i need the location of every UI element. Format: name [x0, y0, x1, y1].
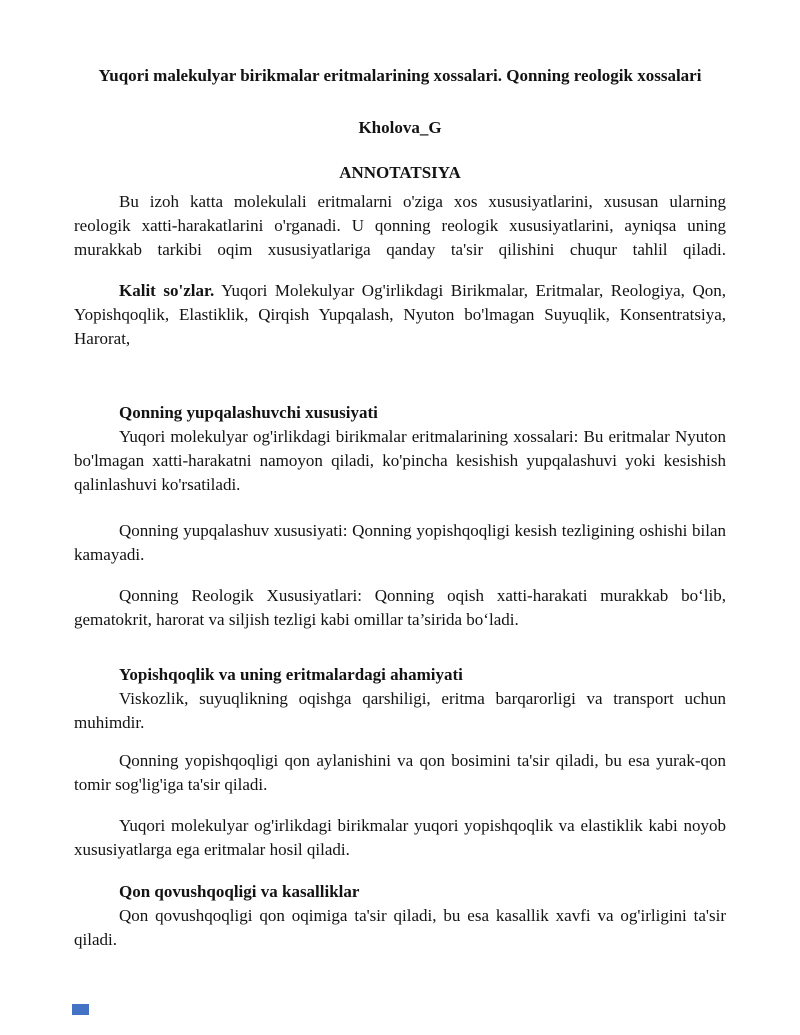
keywords-text: Yuqori Molekulyar Og'irlikdagi Birikmalar, Eritmalar, Reologiya, Qon, Yopishqoqlik, Elastiklik, Qirqish Yupqalash, Nyuton bo'lmagan Suyuqlik, Konsentratsiya, Harorat, [74, 281, 726, 348]
keywords-paragraph [74, 279, 726, 351]
paragraph: Yuqori molekulyar og'irlikdagi birikmalar yuqori yopishqoqlik va elastiklik kabi noyob xususiyatlarga ega eritmalar hosil qiladi. [74, 816, 726, 859]
document-title: Yuqori malekulyar birikmalar eritmalarining xossalari. Qonning reologik xossalari [98, 66, 702, 85]
section-heading: Qon qovushqoqligi va kasalliklar [119, 882, 360, 901]
paragraph: Yuqori molekulyar og'irlikdagi birikmalar eritmalarining xossalari: Bu eritmalar Nyuton bo'lmagan xatti-harakatni namoyon qiladi, ko'pincha kesishish yupqalashuvi yoki kesishish qalinlashuvi ko'rsatiladi. [74, 427, 726, 494]
section-thinning [74, 401, 726, 632]
section-diseases [74, 880, 726, 952]
paragraph: Qonning Reologik Xususiyatlari: Qonning oqish xatti-harakati murakkab boʻlib, gematokrit, harorat va siljish tezligi kabi omillar ta’sirida boʻladi. [74, 586, 726, 629]
annotation-heading: ANNOTATSIYA [339, 163, 461, 182]
page-marker [72, 1004, 89, 1015]
section-heading: Yopishqoqlik va uning eritmalardagi ahamiyati [119, 665, 463, 684]
section-heading: Qonning yupqalashuvchi xususiyati [119, 403, 378, 422]
section-viscosity [74, 663, 726, 862]
annotation-paragraph: Bu izoh katta molekulali eritmalarni o'ziga xos xususiyatlarini, xususan ularning reologik xatti-harakatlarini o'rganadi. U qonning reologik xususiyatlarini, ayniqsa uning murakkab tarkibi oqim xususiyatlariga qanday ta'sir qilishini chuqur tahlil qiladi. [74, 192, 726, 259]
paragraph: Viskozlik, suyuqlikning oqishga qarshiligi, eritma barqarorligi va transport uchun muhimdir. [74, 689, 726, 732]
paragraph: Qonning yopishqoqligi qon aylanishini va qon bosimini ta'sir qiladi, bu esa yurak-qon tomir sog'lig'iga ta'sir qiladi. [74, 751, 726, 794]
paragraph: Qonning yupqalashuv xususiyati: Qonning yopishqoqligi kesish tezligining oshishi bilan kamayadi. [74, 521, 726, 564]
paragraph: Qon qovushqoqligi qon oqimiga ta'sir qiladi, bu esa kasallik xavfi va og'irligini ta'sir qiladi. [74, 906, 726, 949]
document-author: Kholova_G [358, 118, 442, 137]
keywords-label: Kalit so'zlar. [119, 281, 215, 300]
